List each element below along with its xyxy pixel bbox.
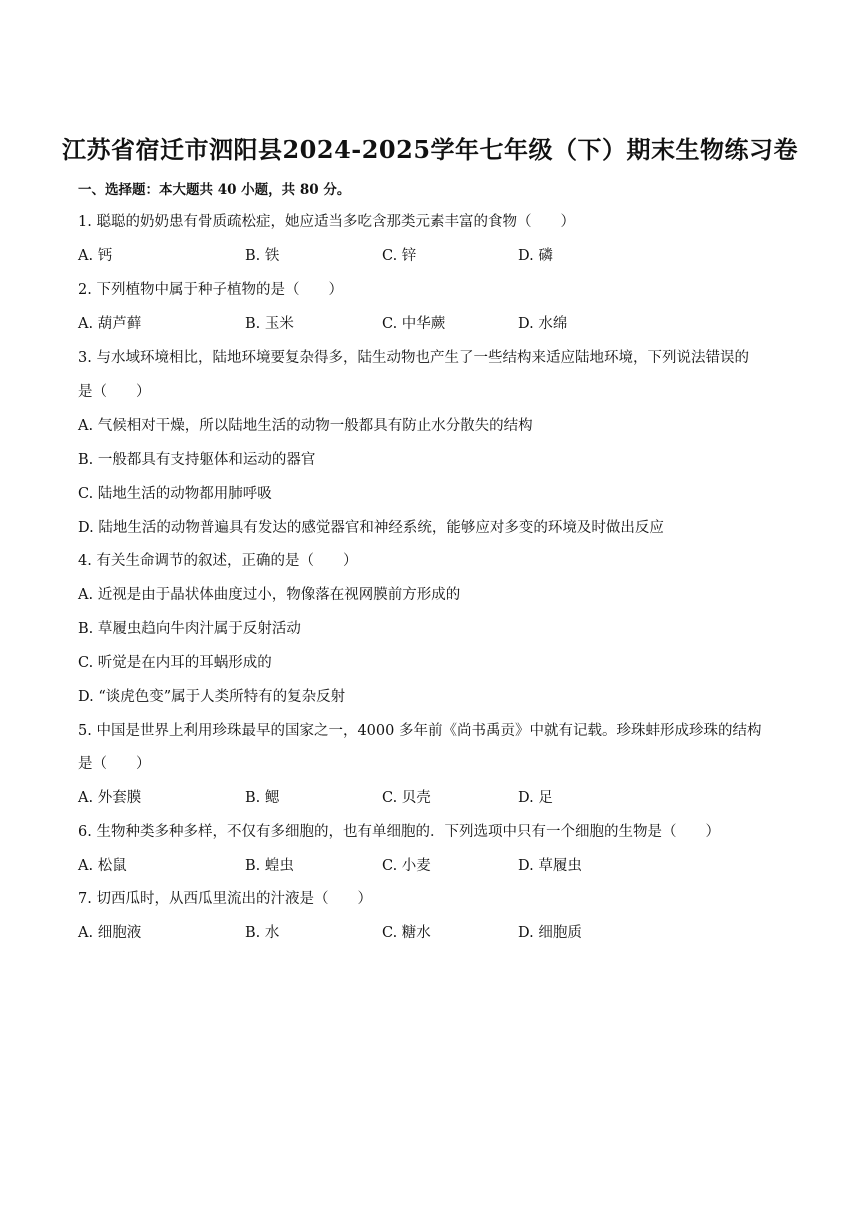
question-3-stem-line-1: 3. 与水域环境相比，陆地环境要复杂得多，陆生动物也产生了一些结构来适应陆地环境，下列说法错误的 [78,350,749,366]
question-7-option-d: D. 细胞质 [518,925,582,941]
question-3-option-d: D. 陆地生活的动物普遍具有发达的感觉器官和神经系统，能够应对多变的环境及时做出反应 [78,520,664,536]
question-5-option-b: B. 鳃 [245,790,280,806]
question-2-option-b: B. 玉米 [245,316,294,332]
question-2-option-a: A. 葫芦藓 [78,316,142,332]
question-7-option-a: A. 细胞液 [78,925,142,941]
question-2-option-c: C. 中华蕨 [382,316,446,332]
question-3-option-c: C. 陆地生活的动物都用肺呼吸 [78,486,272,502]
question-1-option-c: C. 锌 [382,248,417,264]
question-5-option-d: D. 足 [518,790,553,806]
question-5-stem-line-2: 是（ ） [78,756,151,772]
question-1-option-b: B. 铁 [245,248,280,264]
question-6-option-a: A. 松鼠 [78,858,127,874]
question-7-stem: 7. 切西瓜时，从西瓜里流出的汁液是（ ） [78,891,372,907]
question-3-option-a: A. 气候相对干燥，所以陆地生活的动物一般都具有防止水分散失的结构 [78,418,533,434]
question-4-option-a: A. 近视是由于晶状体曲度过小，物像落在视网膜前方形成的 [78,587,461,603]
question-5-option-c: C. 贝壳 [382,790,431,806]
question-1-option-a: A. 钙 [78,248,113,264]
question-6-option-d: D. 草履虫 [518,858,582,874]
question-4-option-b: B. 草履虫趋向牛肉汁属于反射活动 [78,621,301,637]
question-4-option-c: C. 听觉是在内耳的耳蜗形成的 [78,655,272,671]
question-2-option-d: D. 水绵 [518,316,568,332]
question-1-stem: 1. 聪聪的奶奶患有骨质疏松症，她应适当多吃含那类元素丰富的食物（ ） [78,214,575,230]
question-6-option-b: B. 蝗虫 [245,858,294,874]
question-5-stem-line-1: 5. 中国是世界上利用珍珠最早的国家之一，4000 多年前《尚书禹贡》中就有记载。珍珠蚌形成珍珠的结构 [78,723,762,739]
question-5-option-a: A. 外套膜 [78,790,142,806]
question-3-stem-line-2: 是（ ） [78,384,151,400]
question-2-stem: 2. 下列植物中属于种子植物的是（ ） [78,282,343,298]
question-6-stem: 6. 生物种类多种多样，不仅有多细胞的，也有单细胞的．下列选项中只有一个细胞的生物是（ ） [78,824,720,840]
question-6-option-c: C. 小麦 [382,858,431,874]
question-1-option-d: D. 磷 [518,248,553,264]
section-heading: 一、选择题：本大题共 40 小题，共 80 分。 [78,182,351,198]
question-7-option-b: B. 水 [245,925,280,941]
page-title: 江苏省宿迁市泗阳县2024-2025学年七年级（下）期末生物练习卷 [61,135,799,164]
question-4-stem: 4. 有关生命调节的叙述，正确的是（ ） [78,553,358,569]
question-3-option-b: B. 一般都具有支持躯体和运动的器官 [78,452,316,468]
question-4-option-d: D. “谈虎色变”属于人类所特有的复杂反射 [78,689,346,705]
question-7-option-c: C. 糖水 [382,925,431,941]
